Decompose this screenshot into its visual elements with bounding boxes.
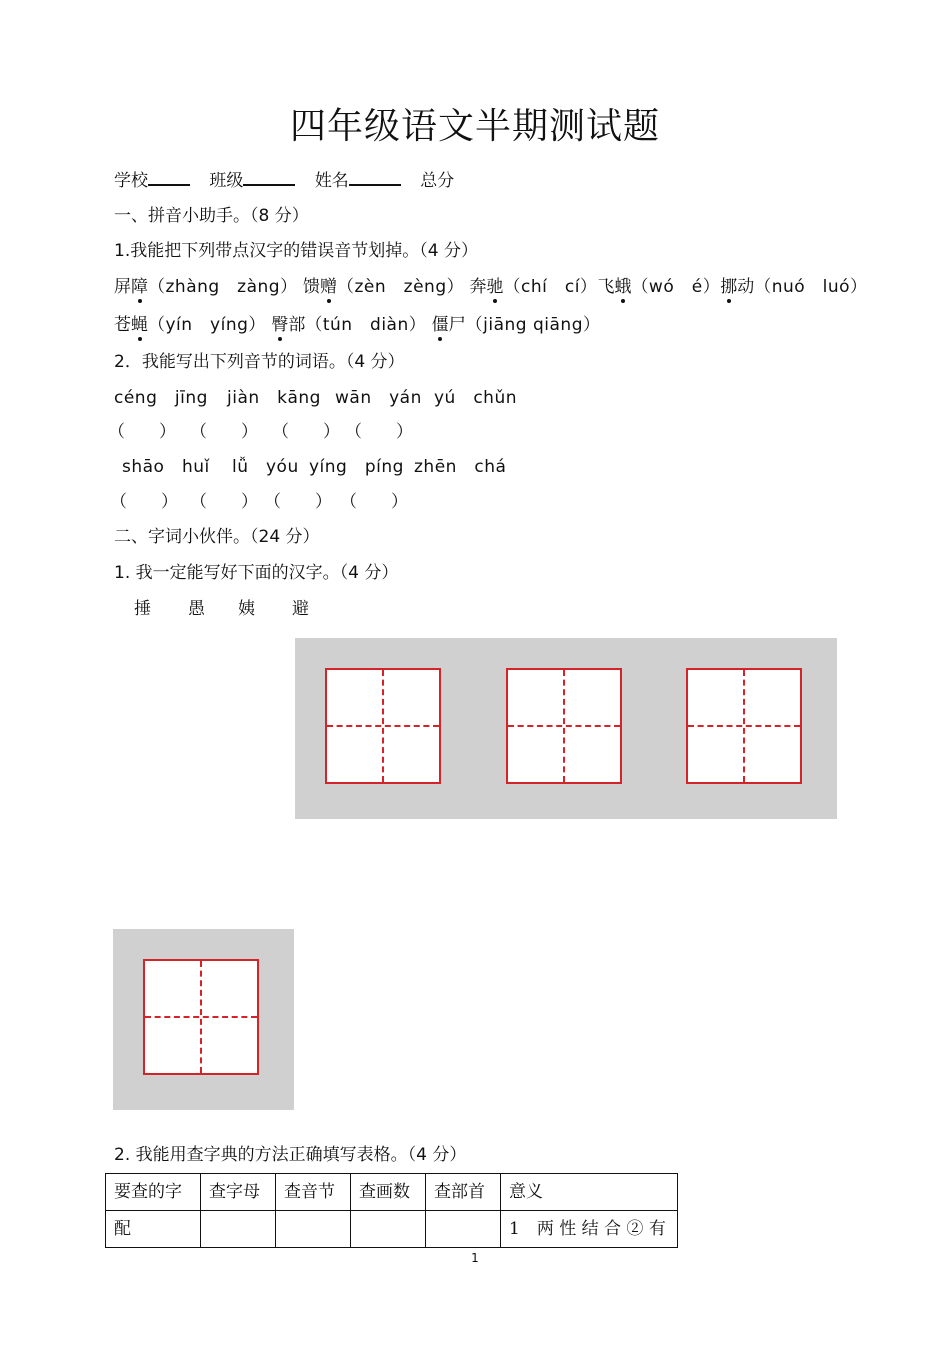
pinyin-group-2-2: yíng píng — [309, 457, 404, 477]
practice-char: 捶 — [134, 599, 151, 619]
dictionary-table — [105, 1173, 678, 1248]
answer-paren[interactable]: （ ） — [340, 492, 408, 512]
practice-char: 避 — [292, 599, 309, 619]
pinyin-group-2-0: shāo huǐ — [122, 457, 210, 477]
answer-paren[interactable]: （ ） — [108, 422, 176, 442]
school-blank[interactable] — [148, 168, 190, 186]
table-cell[interactable] — [201, 1211, 276, 1248]
table-row — [106, 1211, 678, 1248]
s1-question1: 1.我能把下列带点汉字的错误音节划掉。（4 分） — [114, 241, 478, 261]
table-header: 查画数 — [351, 1174, 426, 1211]
practice-char: 姨 — [238, 599, 255, 619]
answer-paren[interactable]: （ ） — [272, 422, 340, 442]
table-header: 要查的字 — [106, 1174, 201, 1211]
answer-paren[interactable]: （ ） — [190, 492, 258, 512]
info-line — [114, 166, 454, 191]
word-item: 挪动（nuó luó） — [720, 277, 868, 297]
pinyin-row-2 — [114, 310, 601, 335]
section2-heading: 二、字词小伙伴。（24 分） — [114, 527, 320, 547]
pinyin-group-2-3: zhēn chá — [414, 457, 507, 477]
answer-paren[interactable]: （ ） — [190, 422, 258, 442]
grid-strip — [295, 638, 837, 819]
table-cell[interactable] — [426, 1211, 501, 1248]
word-item: 奔驰（chí cí） — [469, 277, 598, 297]
name-label: 姓名 — [314, 171, 349, 191]
pinyin-group-1-2: wān yán — [335, 388, 422, 408]
score-label: 总分 — [420, 171, 455, 191]
table-header-row — [106, 1174, 678, 1211]
word-item: 僵尸（jiāng qiāng） — [431, 315, 601, 335]
pinyin-group-1-3: yú chǔn — [434, 388, 518, 408]
pinyin-group-1-0: céng jīng — [114, 388, 208, 408]
name-blank[interactable] — [349, 168, 401, 186]
tianzige-box[interactable] — [143, 959, 259, 1075]
table-cell[interactable] — [351, 1211, 426, 1248]
grid-strip-single — [113, 929, 294, 1110]
table-header: 查部首 — [426, 1174, 501, 1211]
class-blank[interactable] — [243, 168, 295, 186]
table-cell[interactable] — [276, 1211, 351, 1248]
answer-paren[interactable]: （ ） — [345, 422, 413, 442]
page-number: 1 — [471, 1251, 479, 1265]
table-cell: 1 两 性 结 合 ② 有 — [501, 1211, 678, 1248]
tianzige-box[interactable] — [506, 668, 622, 784]
table-header: 查字母 — [201, 1174, 276, 1211]
practice-char: 愚 — [188, 599, 205, 619]
table-cell: 配 — [106, 1211, 201, 1248]
s1-question2: 2．我能写出下列音节的词语。（4 分） — [114, 352, 405, 372]
word-item: 馈赠（zèn zèng） — [303, 277, 465, 297]
table-header: 意义 — [501, 1174, 678, 1211]
section1-heading: 一、拼音小助手。（8 分） — [114, 206, 309, 226]
answer-paren[interactable]: （ ） — [110, 492, 178, 512]
word-item: 苍蝇（yín yíng） — [114, 315, 266, 335]
word-item: 飞蛾（wó é） — [597, 277, 721, 297]
pinyin-group-1-1: jiàn kāng — [227, 388, 321, 408]
s2-question2: 2. 我能用查字典的方法正确填写表格。（4 分） — [114, 1145, 467, 1165]
s2-question1: 1. 我一定能写好下面的汉字。（4 分） — [114, 563, 399, 583]
word-item: 屏障（zhàng zàng） — [114, 277, 298, 297]
class-label: 班级 — [209, 171, 244, 191]
pinyin-row-1 — [114, 272, 868, 297]
school-label: 学校 — [114, 171, 148, 191]
answer-paren[interactable]: （ ） — [264, 492, 332, 512]
table-header: 查音节 — [276, 1174, 351, 1211]
pinyin-group-2-1: lǚ yóu — [232, 457, 299, 477]
tianzige-box[interactable] — [325, 668, 441, 784]
word-item: 臀部（tún diàn） — [271, 315, 427, 335]
page-title: 四年级语文半期测试题 — [289, 106, 660, 147]
tianzige-box[interactable] — [686, 668, 802, 784]
